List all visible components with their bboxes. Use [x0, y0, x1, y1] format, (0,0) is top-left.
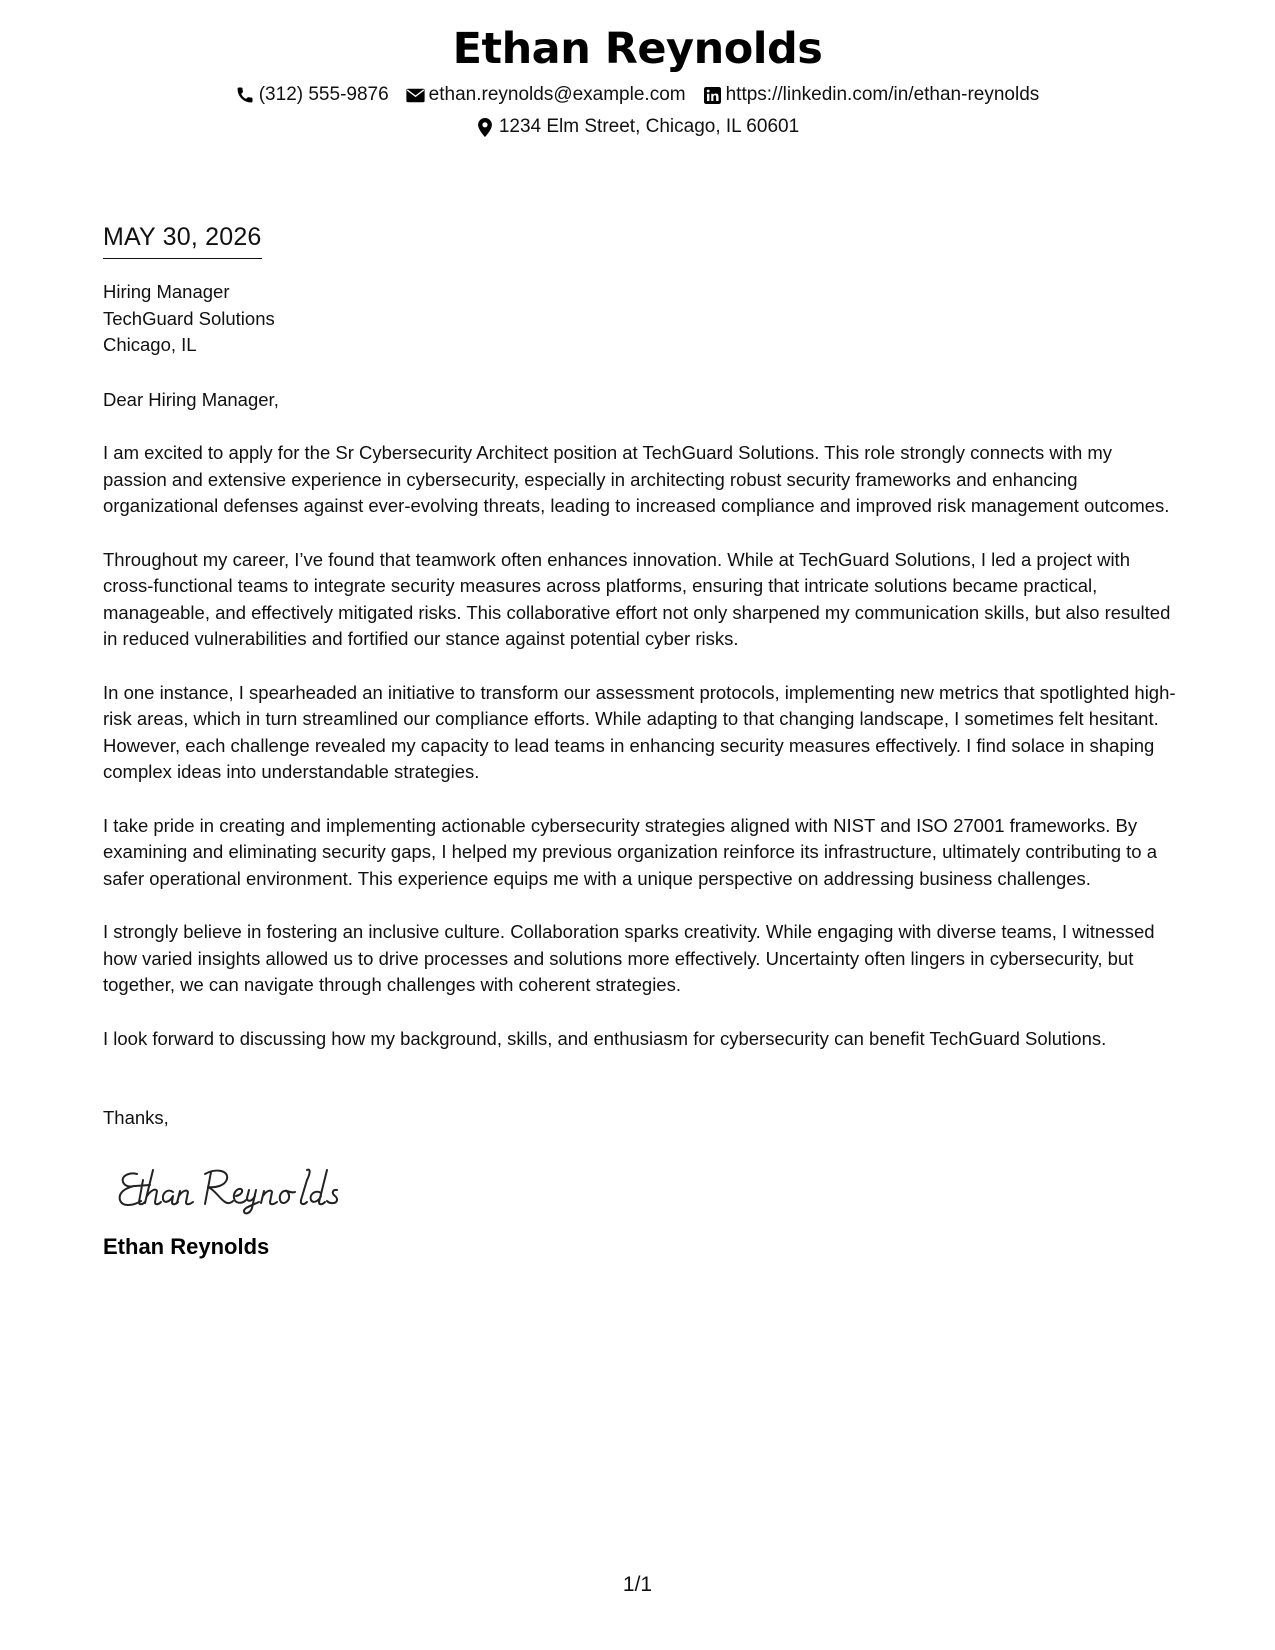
- handwritten-signature: [115, 1160, 1178, 1218]
- map-marker-icon: [476, 118, 495, 137]
- closing: Thanks,: [103, 1107, 169, 1128]
- recipient-title: Hiring Manager: [103, 281, 230, 302]
- recipient-company: TechGuard Solutions: [103, 307, 275, 329]
- email-address[interactable]: ethan.reynolds@example.com: [428, 84, 686, 105]
- body-paragraph: I am excited to apply for the Sr Cybersecurity Architect position at TechGuard Solutions. This role strongly connects with my passion and extensive experience in cybersecurity, especially in architecting robust security frameworks and enhancing organizational defenses against ever-evolving threats, leading to increased compliance and improved risk management outcomes.: [103, 442, 1170, 516]
- email-contact: [406, 83, 686, 107]
- linkedin-icon: [703, 86, 722, 105]
- body-paragraph: I take pride in creating and implementing actionable cybersecurity strategies aligned with NIST and ISO 27001 frameworks. By examining and eliminating security gaps, I helped my previous organization reinforce its infrastructure, ultimately contributing to a safer operational environment. This experience equips me with a unique perspective on addressing business challenges.: [103, 814, 1158, 889]
- body-paragraph: In one instance, I spearheaded an initiative to transform our assessment protocols, implementing new metrics that spotlighted high-risk areas, which in turn streamlined our compliance efforts. While adapting to that changing landscape, I sometimes felt hesitant. However, each challenge revealed my capacity to lead teams in enhancing security measures effectively. I find solace in shaping complex ideas into understandable strategies.: [103, 681, 1176, 782]
- salutation: Dear Hiring Manager,: [103, 388, 279, 410]
- letter-date: MAY 30, 2026: [103, 220, 262, 259]
- recipient-block: [103, 279, 1178, 359]
- contact-row: [0, 83, 1275, 107]
- address-contact: [476, 115, 799, 139]
- signed-name: Ethan Reynolds: [103, 1233, 270, 1259]
- linkedin-url[interactable]: https://linkedin.com/in/ethan-reynolds: [725, 84, 1040, 105]
- phone-number: (312) 555-9876: [258, 84, 389, 105]
- address-row: [0, 115, 1275, 139]
- body-paragraph: I strongly believe in fostering an inclusive culture. Collaboration sparks creativity. While engaging with diverse teams, I witnessed how varied insights allowed us to drive processes and solutions more effectively. Uncertainty often lingers in cybersecurity, but together, we can navigate through challenges with coherent strategies.: [103, 921, 1155, 995]
- mailing-address: 1234 Elm Street, Chicago, IL 60601: [498, 116, 800, 137]
- phone-contact: [236, 83, 389, 107]
- body-paragraph: Throughout my career, I’ve found that teamwork often enhances innovation. While at TechGuard Solutions, I led a project with cross-functional teams to integrate security measures across platforms, ensuring that intricate solutions became practical, manageable, and effectively mitigated risks. This collaborative effort not only sharpened my communication skills, but also resulted in reduced vulnerabilities and fortified our stance against potential cyber risks.: [103, 548, 1171, 649]
- letter-header: [0, 18, 1275, 139]
- applicant-name: Ethan Reynolds: [452, 24, 823, 74]
- page-number: 1/1: [622, 1573, 653, 1596]
- letter-body: [103, 220, 1178, 1262]
- phone-icon: [236, 86, 255, 105]
- linkedin-contact: [703, 83, 1040, 107]
- envelope-icon: [406, 86, 425, 105]
- recipient-location: Chicago, IL: [103, 334, 197, 355]
- body-paragraph: I look forward to discussing how my background, skills, and enthusiasm for cybersecurity can benefit TechGuard Solutions.: [103, 1027, 1107, 1049]
